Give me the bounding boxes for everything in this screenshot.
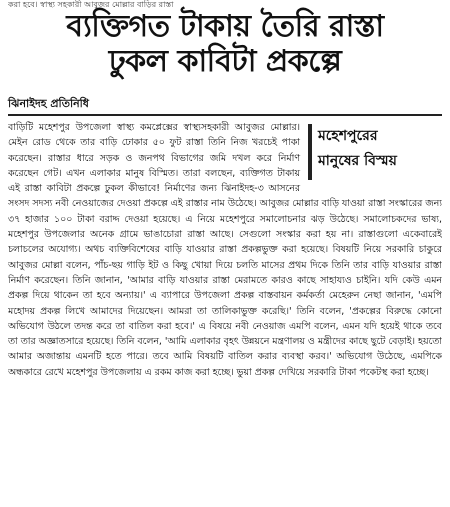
pull-quote bbox=[308, 124, 442, 180]
previous-article-fragment: করা হবে। স্বাস্থ্য সহকারী আবুজর মোল্লার বাড়ির রাস্তা bbox=[8, 0, 174, 9]
pull-quote-line-1: মহেশপুরের bbox=[318, 128, 378, 144]
byline: ঝিনাইদহ প্রতিনিধি bbox=[8, 97, 89, 110]
article-body bbox=[8, 120, 442, 505]
headline bbox=[0, 10, 450, 80]
pull-quote-line-2: মানুষের বিস্ময় bbox=[318, 153, 397, 169]
byline-divider bbox=[8, 114, 442, 116]
headline-line-2: ঢুকল কাবিটা প্রকল্পে bbox=[108, 44, 342, 79]
article-paragraph: বাড়িটি মহেশপুর উপজেলা স্বাস্থ্য কমপ্লেক্সের স্বাস্থ্যসহকারী আবুজর মোল্লার। মেইন রোড থেকে তার বাড়ি ঢোকার ৫০ ফুট রাস্তা তিনি নিজ খরচেই পাকা করেছেন। রাস্তার ধারে সড়ক ও জনপথ বিভাগের জমি দখল করে নির্মাণ করেছেন গেট। এখন এলাকার মানুষ বিস্মিত। তারা বলছেন, ব্যক্তিগত টাকায় এই রাস্তা কাবিটা প্রকল্পে ঢুকল কীভাবে! নির্মাণের জন্য ঝিনাইদহ-৩ আসনের সংসদ সদস্য নবী নেওয়াজের দেওয়া প্রকল্পে এই রাস্তার নাম উঠেছে। আবুজর মোল্লার বাড়ি যাওয়া রাস্তা সংস্কারের জন্য ৩৭ হাজার ১০০ টাকা বরাদ্দ দেওয়া হয়েছে। এ নিয়ে মহেশপুরে সমালোচনার ঝড় উঠেছে। সমালোচকদের ভাষ্য, মহেশপুর উপজেলার অনেক গ্রামে ভাঙাচোরা রাস্তা আছে। সেগুলো সংস্কার করা হয় না। রাস্তাগুলো একেবারেই চলাচলের অযোগ্য। অথচ ব্যক্তিবিশেষের বাড়ি যাওয়ার রাস্তা প্রকল্পভুক্ত করা হয়েছে। বিষয়টি নিয়ে সরকারি চাকুরে আবুজর মোল্লা বলেন, পাঁচ-ছয় গাড়ি ইট ও কিছু খোয়া দিয়ে চলতি মাসের প্রথম দিকে তিনি তার বাড়ি যাওয়ার রাস্তা নির্মাণ করেছেন। তিনি জানান, 'আমার বাড়ি যাওয়ার রাস্তা মেরামতে কারও কাছে সাহায্যও চাইনি। যদি কেউ এমন প্রকল্প দিয়ে থাকেন তা হবে অন্যায়।' এ ব্যাপারে উপজেলা প্রকল্প বাস্তবায়ন কর্মকর্তা মেহেরুন নেছা জানান, 'এমপি মহোদয় প্রকল্প লিখে আমাদের দিয়েছেন। আমরা তা তালিকাভুক্ত করেছি।' তিনি বলেন, 'প্রকল্পের বিরুদ্ধে কোনো অভিযোগ উঠলে তদন্ত করে তা বাতিল করা হবে।' এ বিষয়ে নবী নেওয়াজ এমপি বলেন, এমন যদি হয়েই থাকে তবে তা তার অজ্ঞাতসারে হয়েছে। তিনি বলেন, 'আমি এলাকার বৃহৎ উন্নয়নে মন্ত্রণালয় ও মন্ত্রীদের কাছে ছুটে বেড়াই। হয়তো আমার অজান্তায় এমনটি হতে পারে। তবে আমি বিষয়টি বাতিল করার ব্যবস্থা করব।' অভিযোগ উঠেছে, এমপিকে অন্ধকারে রেখে মহেশপুর উপজেলায় এ রকম কাজ করা হচ্ছে। ভুয়া প্রকল্প দেখিয়ে সরকারি টাকা পকেটস্থ করা হচ্ছে। bbox=[8, 122, 442, 378]
headline-line-1: ব্যক্তিগত টাকায় তৈরি রাস্তা bbox=[66, 9, 384, 44]
